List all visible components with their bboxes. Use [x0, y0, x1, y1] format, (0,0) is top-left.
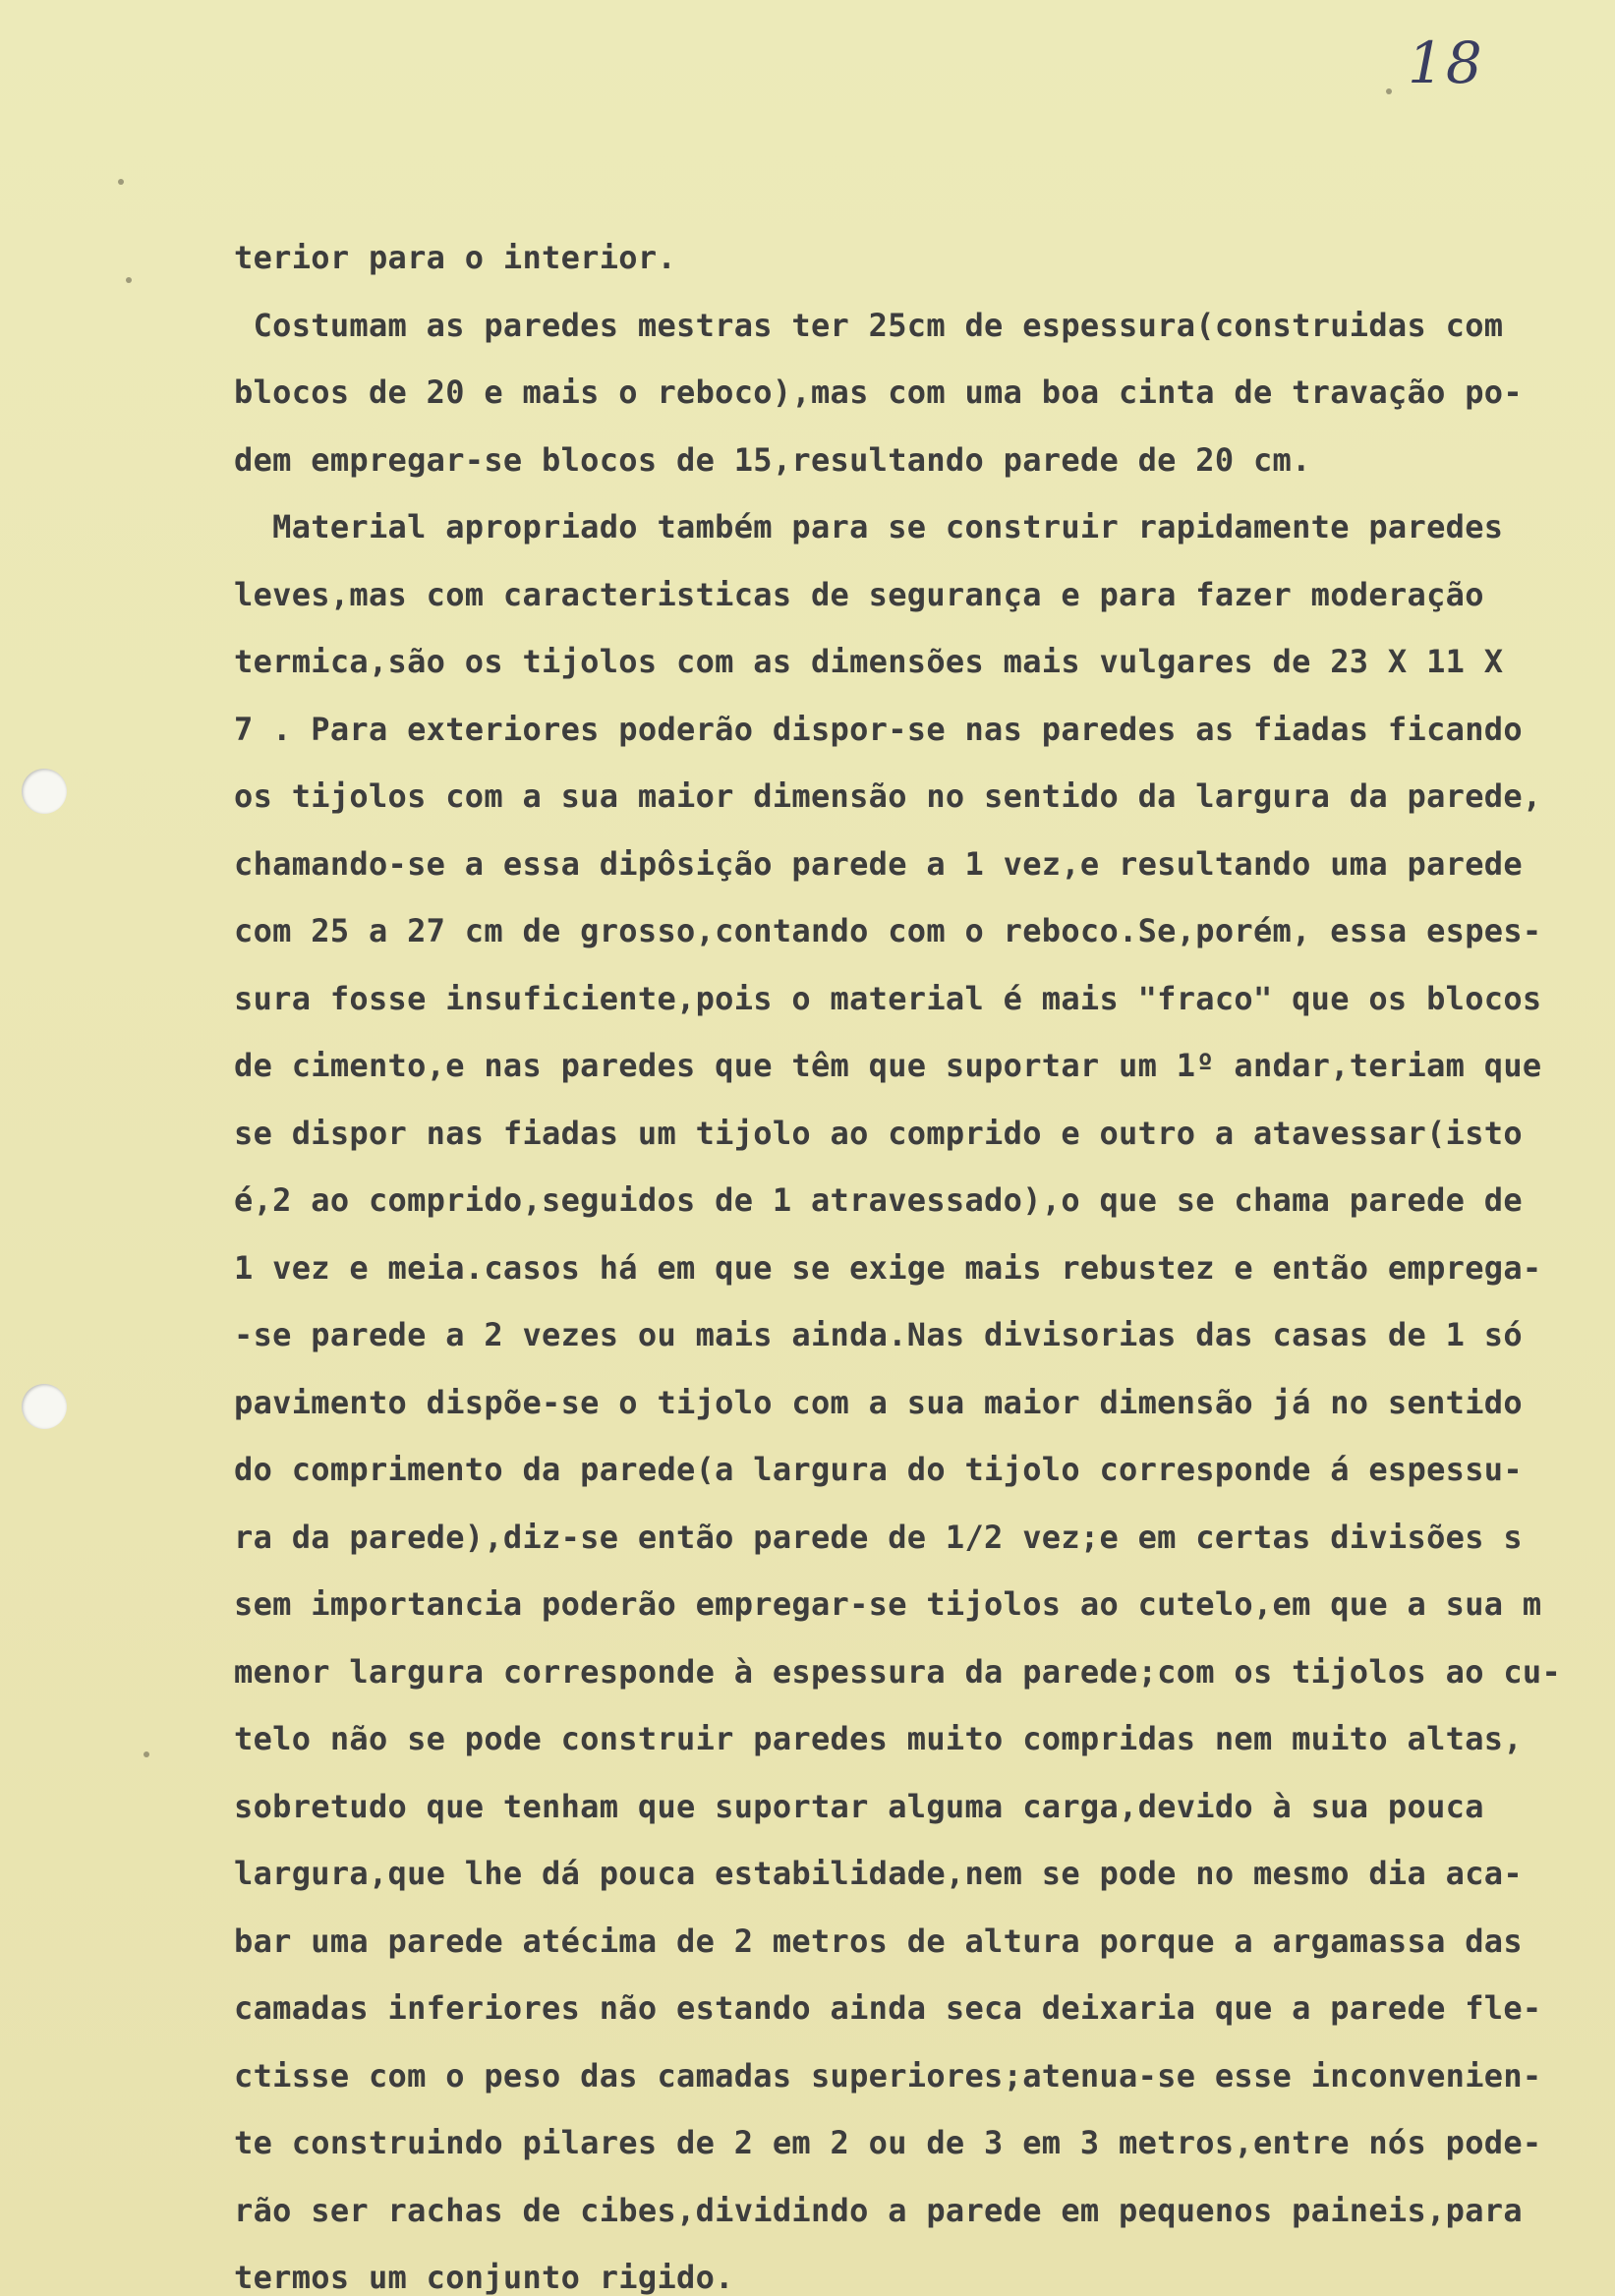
paper-speck: [1386, 88, 1392, 94]
page-number: 18: [1408, 29, 1484, 96]
text-line: Costumam as paredes mestras ter 25cm de espessura(construidas com: [234, 306, 1504, 344]
text-line: terior para o interior.: [234, 239, 677, 276]
text-line: sobretudo que tenham que suportar alguma carga,devido à sua pouca: [234, 1787, 1484, 1825]
text-line: é,2 ao comprido,seguidos de 1 atravessado),o que se chama parede de: [234, 1181, 1523, 1219]
text-line: camadas inferiores não estando ainda seca deixaria que a parede fle-: [234, 1989, 1542, 2027]
text-line: de cimento,e nas paredes que têm que suportar um 1º andar,teriam que: [234, 1047, 1542, 1084]
punch-hole-bottom: [22, 1384, 67, 1429]
text-line: Material apropriado também para se construir rapidamente paredes: [234, 508, 1504, 545]
text-line: com 25 a 27 cm de grosso,contando com o reboco.Se,porém, essa espes-: [234, 912, 1542, 949]
text-line: pavimento dispõe-se o tijolo com a sua maior dimensão já no sentido: [234, 1383, 1523, 1421]
text-line: 7 . Para exteriores poderão dispor-se nas paredes as fiadas ficando: [234, 710, 1523, 748]
text-line: ctisse com o peso das camadas superiores;atenua-se esse inconvenien-: [234, 2056, 1542, 2095]
text-line: dem empregar-se blocos de 15,resultando parede de 20 cm.: [234, 440, 1311, 479]
text-line: sura fosse insuficiente,pois o material é mais "fraco" que os blocos: [234, 979, 1542, 1017]
text-line: sem importancia poderão empregar-se tijolos ao cutelo,em que a sua m: [234, 1585, 1542, 1623]
text-line: 1 vez e meia.casos há em que se exige mais rebustez e então emprega-: [234, 1248, 1542, 1287]
text-line: ra da parede),diz-se então parede de 1/2 vez;e em certas divisões s: [234, 1518, 1523, 1556]
paper-speck: [118, 179, 124, 185]
text-line: termos um conjunto rigido.: [234, 2259, 734, 2296]
text-line: largura,que lhe dá pouca estabilidade,nem se pode no mesmo dia aca-: [234, 1855, 1523, 1892]
typed-text-body: [234, 224, 1590, 2296]
paper-speck: [144, 1751, 149, 1757]
text-line: bar uma parede atécima de 2 metros de altura porque a argamassa das: [234, 1922, 1523, 1960]
text-line: -se parede a 2 vezes ou mais ainda.Nas divisorias das casas de 1 só: [234, 1316, 1523, 1353]
text-line: blocos de 20 e mais o reboco),mas com uma boa cinta de travação po-: [234, 373, 1523, 411]
text-line: chamando-se a essa dipôsição parede a 1 vez,e resultando uma parede: [234, 844, 1523, 883]
text-line: se dispor nas fiadas um tijolo ao comprido e outro a atavessar(isto: [234, 1114, 1523, 1152]
punch-hole-top: [22, 769, 67, 814]
paper-speck: [126, 277, 132, 283]
text-line: leves,mas com caracteristicas de segurança e para fazer moderação: [234, 575, 1484, 613]
text-line: telo não se pode construir paredes muito compridas nem muito altas,: [234, 1720, 1523, 1757]
text-line: do comprimento da parede(a largura do tijolo corresponde á espessu-: [234, 1451, 1523, 1488]
text-line: termica,são os tijolos com as dimensões mais vulgares de 23 X 11 X: [234, 643, 1504, 680]
text-line: menor largura corresponde à espessura da parede;com os tijolos ao cu-: [234, 1652, 1562, 1691]
text-line: te construindo pilares de 2 em 2 ou de 3 em 3 metros,entre nós pode-: [234, 2124, 1542, 2161]
text-line: os tijolos com a sua maior dimensão no sentido da largura da parede,: [234, 777, 1542, 815]
text-line: rão ser rachas de cibes,dividindo a parede em pequenos paineis,para: [234, 2191, 1523, 2229]
